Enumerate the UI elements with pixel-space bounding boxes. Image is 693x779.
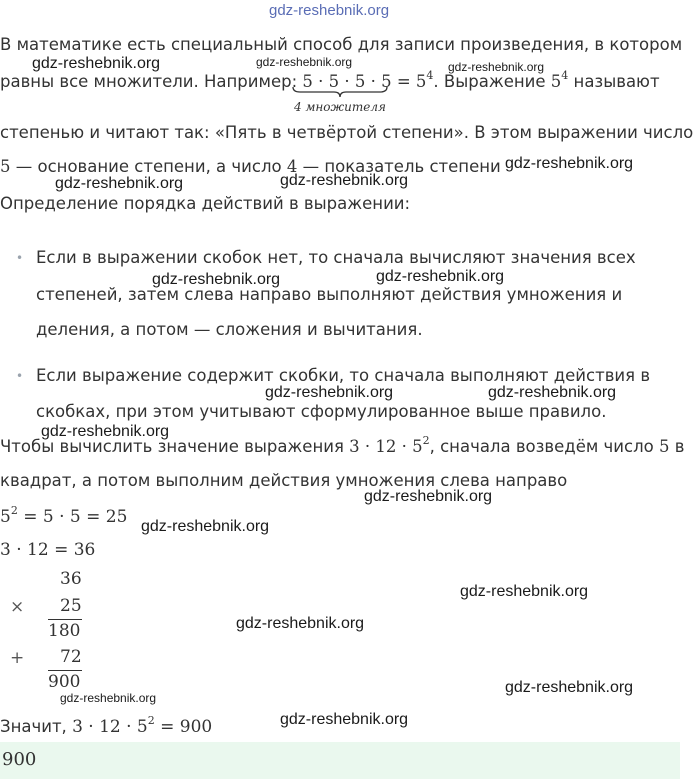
- watermark: gdz-reshebnik.org: [55, 175, 184, 192]
- column-rule: [48, 670, 82, 671]
- column-result: 900: [48, 672, 81, 692]
- watermark: gdz-reshebnik.org: [280, 172, 409, 189]
- partial-product-1: 180: [48, 621, 81, 641]
- intro-line-3: степенью и читают так: «Пять в четвёртой степени». В этом выражении число: [0, 123, 693, 142]
- watermark: gdz-reshebnik.org: [364, 488, 493, 505]
- watermark: gdz-reshebnik.org: [256, 55, 353, 69]
- plus-sign: +: [10, 648, 25, 668]
- partial-product-2: 72: [60, 647, 82, 667]
- step-square: $5^2 = 5 \cdot 5 = 25$: [0, 504, 128, 527]
- bullet-2-line-1: Если выражение содержит скобки, то сначала выполняют действия в: [36, 366, 651, 385]
- column-multiplier: 25: [60, 596, 82, 616]
- intro-line-4: 5 — основание степени, а число 4 — показатель степени: [0, 157, 501, 176]
- watermark: gdz-reshebnik.org: [376, 268, 505, 285]
- answer-box: [0, 742, 680, 779]
- watermark: gdz-reshebnik.org: [141, 518, 270, 535]
- watermark: gdz-reshebnik.org: [280, 711, 409, 728]
- calc-line-2: квадрат, а потом выполним действия умножения слева направо: [0, 471, 568, 490]
- watermark: gdz-reshebnik.org: [488, 384, 617, 401]
- bullet-1-line-2: степеней, затем слева направо выполняют действия умножения и: [36, 285, 623, 304]
- watermark: gdz-reshebnik.org: [60, 691, 157, 705]
- watermark: gdz-reshebnik.org: [41, 423, 170, 440]
- watermark: gdz-reshebnik.org: [236, 615, 365, 632]
- conclusion: Значит, $3 \cdot 12 \cdot 5^2 = 900$: [0, 714, 213, 737]
- intro-line-2: равны все множители. Например: $5 \cdot 5 \cdot 5 \cdot 5 = 5^4$. Выражение $5^4$ называют: [0, 69, 660, 91]
- watermark: gdz-reshebnik.org: [448, 60, 545, 74]
- watermark: gdz-reshebnik.org: [265, 384, 394, 401]
- brace-label: 4 множителя: [294, 100, 386, 114]
- watermark: gdz-reshebnik.org: [505, 679, 634, 696]
- calc-line-1: Чтобы вычислить значение выражения $3 \cdot 12 \cdot 5^2$, сначала возведём число 5 в: [0, 434, 685, 456]
- bullet-2-line-2: скобках, при этом учитывают сформулированное выше правило.: [36, 402, 607, 421]
- watermark: gdz-reshebnik.org: [32, 55, 161, 72]
- intro-line-1: В математике есть специальный способ для записи произведения, в котором: [0, 35, 683, 54]
- underbrace-icon: [292, 85, 388, 99]
- bullet-dot-icon: •: [16, 369, 24, 383]
- product-expression: 5 · 5 · 5 · 5: [302, 72, 392, 91]
- answer-value: 900: [2, 749, 37, 770]
- watermark: gdz-reshebnik.org: [269, 2, 390, 19]
- watermark: gdz-reshebnik.org: [152, 271, 281, 288]
- order-title: Определение порядка действий в выражении:: [0, 194, 411, 213]
- bullet-1-line-1: Если в выражении скобок нет, то сначала вычисляют значения всех: [36, 248, 636, 267]
- step-product: 3 · 12 = 36: [0, 540, 96, 560]
- watermark: gdz-reshebnik.org: [460, 583, 589, 600]
- bullet-dot-icon: •: [16, 251, 24, 265]
- column-multiplicand: 36: [60, 569, 82, 589]
- multiply-sign: ×: [10, 597, 25, 617]
- column-rule: [48, 619, 82, 620]
- watermark: gdz-reshebnik.org: [505, 155, 634, 172]
- bullet-1-line-3: деления, а потом — сложения и вычитания.: [36, 320, 423, 339]
